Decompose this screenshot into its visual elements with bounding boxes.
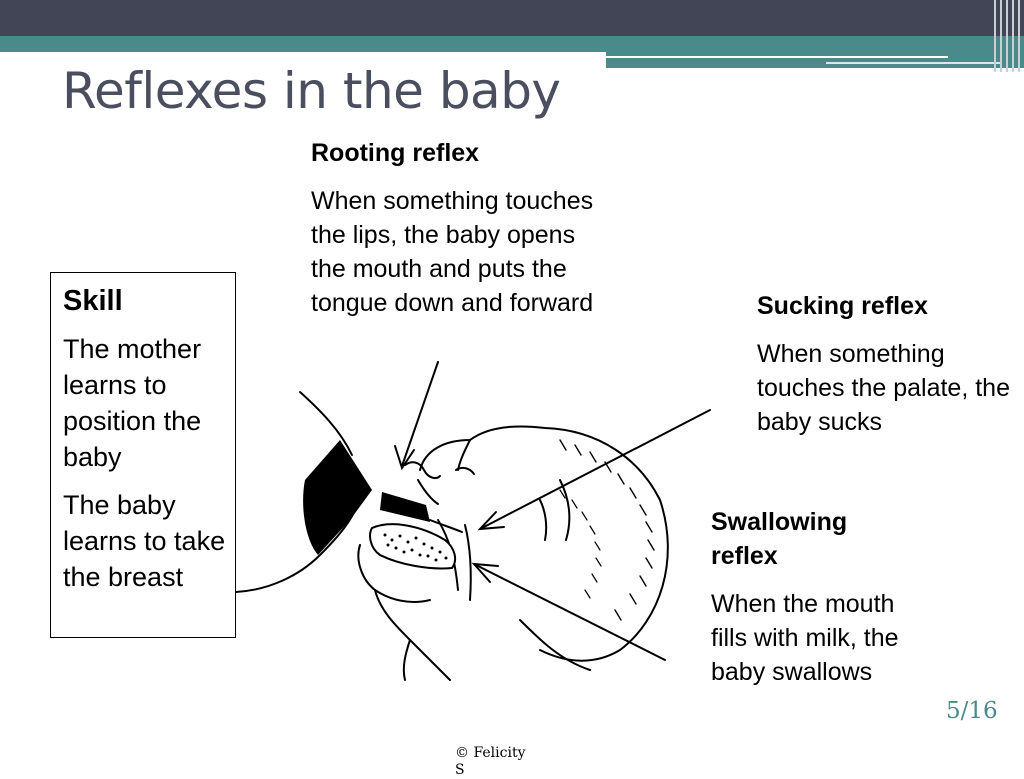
swallowing-reflex-description: When the mouth fills with milk, the baby swallows [711, 590, 899, 686]
baby-hand-outline [358, 545, 430, 602]
header-accent-band [0, 36, 1024, 52]
slide-title: Reflexes in the baby [62, 62, 561, 120]
sucking-reflex-heading: Sucking reflex [757, 292, 928, 320]
header-bar [0, 0, 1024, 36]
page-number: 5/16 [946, 698, 998, 724]
swallowing-reflex-heading: Swallowing reflex [711, 508, 848, 570]
sucking-arrow [482, 410, 710, 528]
header-divider-line-short [826, 62, 1002, 64]
rooting-arrow [402, 362, 438, 466]
rooting-reflex-description: When something touches the lips, the baby opens the mouth and puts the tongue down and forward [311, 187, 594, 317]
breast-areola [303, 440, 372, 555]
baby-head-outline [420, 426, 668, 660]
header-stripes [990, 0, 1024, 72]
image-credit: © Felicity S [455, 745, 526, 778]
rooting-reflex-heading: Rooting reflex [311, 139, 480, 167]
skill-box [50, 272, 236, 638]
swallowing-arrow [476, 565, 665, 660]
sucking-reflex-block [757, 289, 1017, 439]
breast-outline [300, 392, 352, 455]
skill-mother-text: The mother learns to position the baby [63, 334, 202, 472]
baby-lower-jaw [370, 524, 455, 568]
header-divider-line [606, 56, 948, 58]
skill-heading: Skill [63, 285, 123, 317]
header-accent-band-right [606, 52, 1024, 68]
rooting-reflex-block [311, 136, 611, 320]
sucking-reflex-description: When something touches the palate, the baby sucks [757, 340, 1010, 436]
nipple [380, 492, 430, 522]
swallowing-reflex-block [711, 505, 911, 689]
skill-baby-text: The baby learns to take the breast [63, 490, 226, 592]
